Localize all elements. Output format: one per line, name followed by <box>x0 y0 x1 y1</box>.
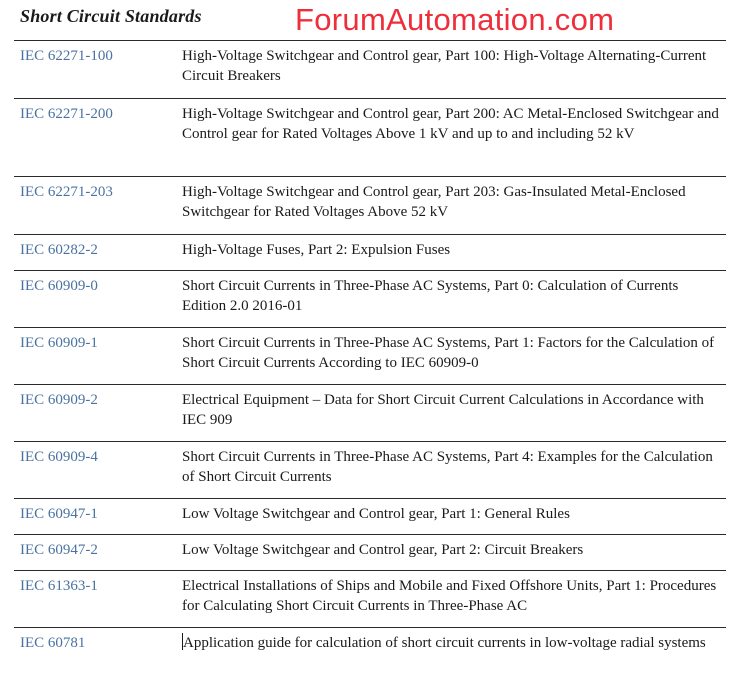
table-row <box>14 177 726 235</box>
watermark-logo: ForumAutomation.com <box>295 2 615 37</box>
standard-title: High-Voltage Switchgear and Control gear, Part 203: Gas-Insulated Metal-Enclosed Switchgear for Rated Voltages Above 52 kV <box>182 184 686 220</box>
standard-code: IEC 62271-203 <box>20 184 113 200</box>
standard-code: IEC 60909-1 <box>20 335 98 351</box>
table-row <box>14 535 726 571</box>
standard-title: Short Circuit Currents in Three-Phase AC Systems, Part 0: Calculation of Currents Edition 2.0 2016-01 <box>182 278 679 314</box>
table-row <box>14 571 726 628</box>
standard-title-text: Application guide for calculation of short circuit currents in low-voltage radial systems <box>183 635 706 651</box>
standard-code: IEC 60947-1 <box>20 506 98 522</box>
table-row <box>14 41 726 99</box>
standard-title[interactable] <box>176 628 726 680</box>
standard-code: IEC 62271-100 <box>20 48 113 64</box>
standard-title: Short Circuit Currents in Three-Phase AC Systems, Part 1: Factors for the Calculation of Short Circuit Currents According to IEC 60909-0 <box>182 335 715 371</box>
table-row <box>14 271 726 328</box>
standard-code: IEC 62271-200 <box>20 106 113 122</box>
table-row <box>14 328 726 385</box>
standard-title: Low Voltage Switchgear and Control gear, Part 1: General Rules <box>182 506 570 522</box>
table-row <box>14 442 726 499</box>
page-title: Short Circuit Standards <box>20 6 202 26</box>
standard-code: IEC 61363-1 <box>20 578 98 594</box>
standard-title: Low Voltage Switchgear and Control gear, Part 2: Circuit Breakers <box>182 542 584 558</box>
standard-code: IEC 60282-2 <box>20 242 98 258</box>
standard-title: Short Circuit Currents in Three-Phase AC Systems, Part 4: Examples for the Calculation of Short Circuit Currents <box>182 449 713 485</box>
table-row <box>14 235 726 271</box>
standard-title: High-Voltage Switchgear and Control gear, Part 200: AC Metal-Enclosed Switchgear and Control gear for Rated Voltages Above 1 kV and up to and including 52 kV <box>182 106 719 142</box>
table-row <box>14 99 726 177</box>
standard-code: IEC 60947-2 <box>20 542 98 558</box>
table-row <box>14 499 726 535</box>
standard-title: High-Voltage Switchgear and Control gear, Part 100: High-Voltage Alternating-Current Circuit Breakers <box>182 48 707 84</box>
standards-table-body <box>14 41 726 680</box>
table-row <box>14 385 726 442</box>
standard-title: High-Voltage Fuses, Part 2: Expulsion Fuses <box>182 242 451 258</box>
standard-code: IEC 60909-4 <box>20 449 98 465</box>
standards-table <box>14 40 726 680</box>
standard-title: Electrical Equipment – Data for Short Circuit Current Calculations in Accordance with IEC 909 <box>182 392 704 428</box>
standard-code: IEC 60909-0 <box>20 278 98 294</box>
table-row <box>14 628 726 680</box>
standard-code: IEC 60781 <box>20 635 86 651</box>
standard-code: IEC 60909-2 <box>20 392 98 408</box>
standard-title: Electrical Installations of Ships and Mobile and Fixed Offshore Units, Part 1: Procedures for Calculating Short Circuit Currents in Three-Phase AC <box>182 578 717 614</box>
